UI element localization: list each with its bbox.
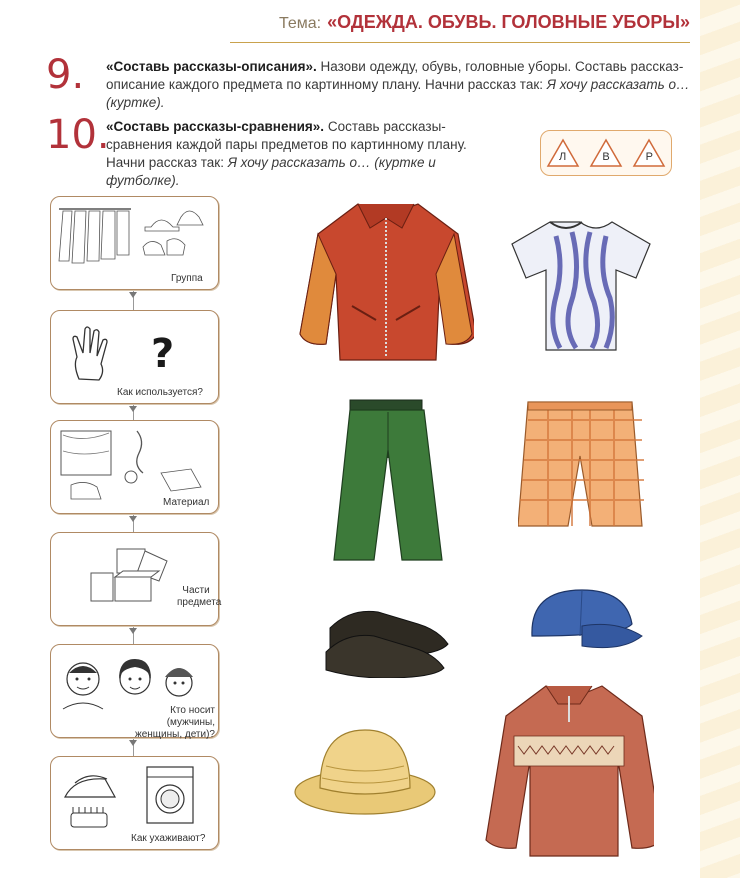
plan-step-parts	[50, 532, 222, 626]
task-example: Я хочу рассказать о… (куртке и футболке).	[106, 155, 436, 188]
trousers-image	[330, 398, 450, 568]
task-body: Составь рассказы-сравнения каждой пары предметов по картинному плану. Начни рассказ так:	[106, 119, 467, 170]
plan-caption: Как используется?	[117, 387, 203, 398]
cap-image	[518, 586, 648, 662]
arrow-down-icon	[129, 292, 137, 298]
triangle-l-icon	[546, 138, 580, 168]
page-header	[230, 12, 690, 43]
lvr-letter: Р	[645, 151, 653, 163]
task-text	[106, 118, 506, 190]
plan-caption: Части предмета	[177, 585, 222, 608]
jacket-image	[298, 196, 474, 366]
shorts-image	[518, 400, 644, 536]
task-title: «Составь рассказы-описания».	[106, 59, 317, 74]
lvr-letter: Л	[559, 151, 567, 163]
lvr-letter: В	[602, 151, 610, 163]
decorative-strip	[700, 0, 740, 878]
straw-hat-image	[292, 726, 438, 822]
plan-caption: Группа	[171, 273, 203, 284]
task-text	[106, 58, 691, 112]
shoes-image	[320, 598, 460, 678]
plan-caption: Материал	[163, 497, 210, 508]
task-number: 9.	[46, 52, 85, 98]
plan-step-group	[50, 196, 219, 290]
task-example: Я хочу рассказать о… (куртке).	[106, 77, 690, 110]
arrow-down-icon	[129, 406, 137, 412]
task-body: Назови одежду, обувь, головные уборы. Составь рассказ-описание каждого предмета по картинному плану. Начни рассказ так:	[106, 59, 684, 92]
plan-step-care	[50, 756, 219, 850]
plan-step-usage	[50, 310, 219, 404]
t-shirt-image	[506, 216, 656, 356]
arrow-down-icon	[129, 516, 137, 522]
plan-step-material	[50, 420, 219, 514]
theme-title: «ОДЕЖДА. ОБУВЬ. ГОЛОВНЫЕ УБОРЫ»	[327, 12, 690, 32]
svg-text:?: ?	[151, 331, 175, 377]
plan-step-who-wears	[50, 644, 219, 738]
theme-label: Тема:	[279, 15, 322, 32]
task-title: «Составь рассказы-сравнения».	[106, 119, 325, 134]
parts-cubes-icon	[51, 533, 222, 625]
task-number: 10.	[46, 112, 110, 158]
arrow-down-icon	[129, 740, 137, 746]
sweater-image	[484, 680, 654, 862]
plan-caption: Кто носит (мужчины, женщины, дети)?	[135, 705, 215, 740]
arrow-down-icon	[129, 628, 137, 634]
triangle-r-icon	[632, 138, 666, 168]
lvr-badge	[540, 130, 672, 176]
plan-caption: Как ухаживают?	[131, 833, 206, 844]
triangle-v-icon	[589, 138, 623, 168]
